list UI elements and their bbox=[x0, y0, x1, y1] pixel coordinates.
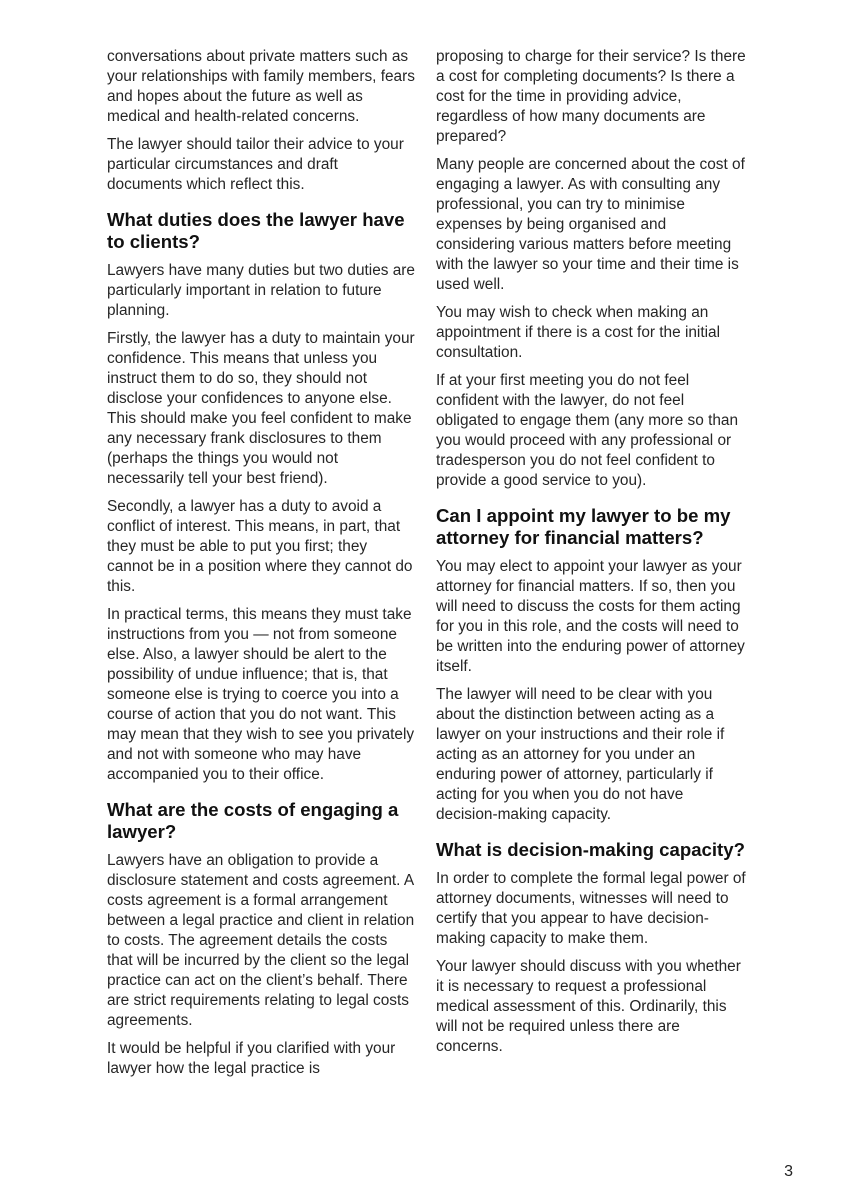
paragraph-costs-agreement: Lawyers have an obligation to provide a disclosure statement and costs agreement. A costs agreement is a formal arrangement between a legal practice and client in relation to costs. The agreement details the costs that will be incurred by the client so the legal practice can act on the client’s behalf. There are strict requirements relating to legal costs agreements. bbox=[107, 852, 415, 1029]
paragraph-confidence-duty: Firstly, the lawyer has a duty to maintain your confidence. This means that unless you instruct them to do so, they should not disclose your confidences to anyone else. This should make you feel confident to make any necessary frank disclosures to them (perhaps the things you would not necessarily tell your best friend). bbox=[107, 330, 415, 487]
paragraph-medical-assessment: Your lawyer should discuss with you whether it is necessary to request a professional medical assessment of this. Ordinarily, this will not be required unless there are concerns. bbox=[436, 958, 741, 1055]
heading-lawyer-attorney: Can I appoint my lawyer to be my attorney for financial matters? bbox=[436, 505, 731, 548]
paragraph-two-duties: Lawyers have many duties but two duties are particularly important in relation to future planning. bbox=[107, 262, 415, 319]
paragraph-practical-terms: In practical terms, this means they must take instructions from you — not from someone else. Also, a lawyer should be alert to the possibility of undue influence; that is, that someone else is trying to coerce you into a course of action that you do not want. This may mean that they wish to see you privately and not with someone who may have accompanied you to their office. bbox=[107, 606, 415, 783]
paragraph-first-meeting: If at your first meeting you do not feel confident with the lawyer, do not feel obligated to engage them (any more so than you would proceed with any professional or tradesperson you do not feel confident to provide a good service to you). bbox=[436, 372, 739, 489]
paragraph-witness-certify: In order to complete the formal legal power of attorney documents, witnesses will need to certify that you appear to have decision-making capacity to make them. bbox=[436, 870, 746, 947]
paragraph-role-distinction: The lawyer will need to be clear with you about the distinction between acting as a lawyer on your instructions and their role if acting as an attorney for you under an enduring power of attorney, particularly if acting for you when you do not have decision-making capacity. bbox=[436, 686, 725, 823]
paragraph-initial-consultation: You may wish to check when making an appointment if there is a cost for the initial consultation. bbox=[436, 304, 721, 361]
heading-decision-capacity: What is decision-making capacity? bbox=[436, 839, 745, 860]
left-column bbox=[107, 47, 417, 1087]
paragraph-charge-questions: proposing to charge for their service? Is there a cost for completing documents? Is there a cost for the time in providing advice, regardless of how many documents are prepared? bbox=[436, 48, 746, 145]
paragraph-conflict-duty: Secondly, a lawyer has a duty to avoid a conflict of interest. This means, in part, that they must be able to put you first; they cannot be in a position where they cannot do this. bbox=[107, 498, 413, 595]
paragraph-appoint-lawyer: You may elect to appoint your lawyer as your attorney for financial matters. If so, then you will need to discuss the costs for them acting for you in this role, and the costs will need to be written into the enduring power of attorney itself. bbox=[436, 558, 745, 675]
paragraph-private-matters: conversations about private matters such as your relationships with family members, fears and hopes about the future as well as medical and health-related concerns. bbox=[107, 48, 415, 125]
paragraph-minimise-expenses: Many people are concerned about the cost of engaging a lawyer. As with consulting any professional, you can try to minimise expenses by being organised and considering various matters before meeting with the lawyer so your time and their time is used well. bbox=[436, 156, 745, 293]
paragraph-tailor-advice: The lawyer should tailor their advice to your particular circumstances and draft documents which reflect this. bbox=[107, 136, 404, 193]
heading-costs: What are the costs of engaging a lawyer? bbox=[107, 799, 399, 842]
paragraph-clarify-charges: It would be helpful if you clarified with your lawyer how the legal practice is bbox=[107, 1040, 396, 1077]
heading-lawyer-duties: What duties does the lawyer have to clients? bbox=[107, 209, 405, 252]
page-number: 3 bbox=[784, 1163, 793, 1180]
right-column bbox=[436, 47, 748, 1065]
